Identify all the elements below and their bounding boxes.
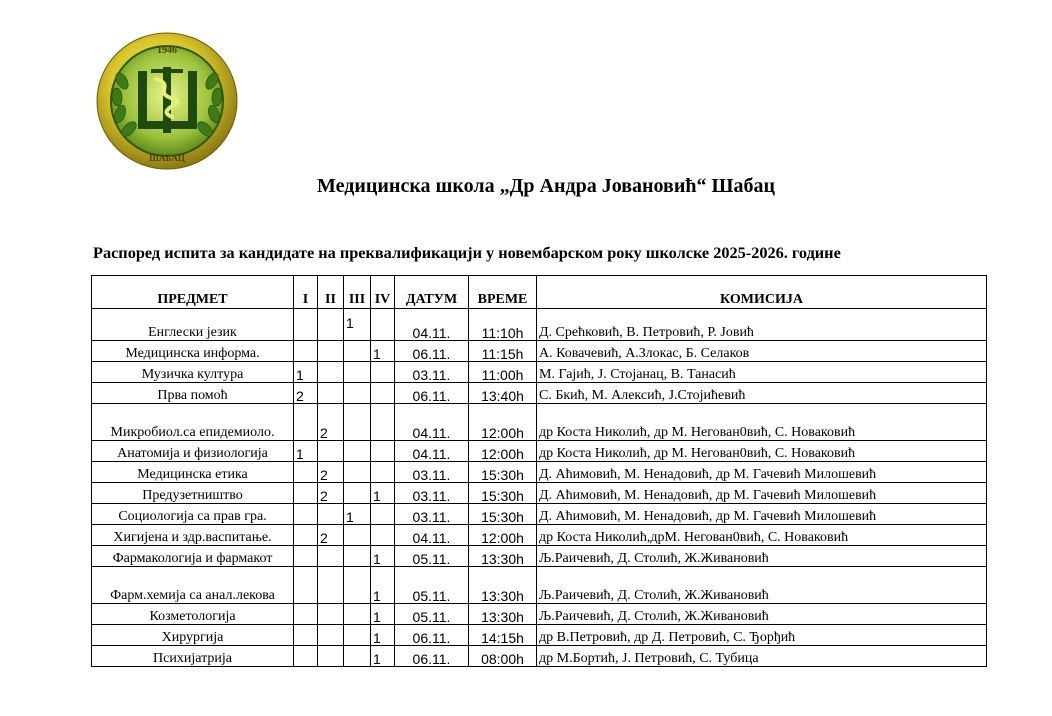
year-4-cell <box>371 362 395 383</box>
year-4-cell <box>371 504 395 525</box>
col-header-subject: ПРЕДМЕТ <box>92 276 294 309</box>
year-4-cell <box>371 525 395 546</box>
year-3-cell <box>344 404 371 441</box>
schedule-subtitle: Распоред испита за кандидате на преквалификацији у новембарском року школске 2025-2026. године <box>93 243 841 262</box>
year-1-cell <box>294 341 318 362</box>
year-4-cell <box>371 462 395 483</box>
year-4-cell <box>371 404 395 441</box>
year-3-cell <box>344 441 371 462</box>
date-cell: 06.11. <box>395 341 469 362</box>
table-header-row <box>92 276 987 309</box>
date-cell: 03.11. <box>395 504 469 525</box>
commission-cell: др Коста Николић, др М. Негован0вић, С. Новаковић <box>537 441 987 462</box>
year-1-cell <box>294 625 318 646</box>
year-1-cell: 1 <box>294 441 318 462</box>
commission-cell: др Коста Николић,дрМ. Негован0вић, С. Новаковић <box>537 525 987 546</box>
time-cell: 11:10h <box>469 309 537 341</box>
year-3-cell: 1 <box>344 504 371 525</box>
subject-cell: Анатомија и физиологија <box>92 441 294 462</box>
year-3-cell <box>344 567 371 604</box>
year-4-cell <box>371 383 395 404</box>
subject-cell: Фарм.хемија са анал.лекова <box>92 567 294 604</box>
exam-schedule-table <box>91 275 987 667</box>
time-cell: 15:30h <box>469 483 537 504</box>
subject-cell: Прва помоћ <box>92 383 294 404</box>
subject-cell: Енглески језик <box>92 309 294 341</box>
time-cell: 12:00h <box>469 441 537 462</box>
year-2-cell <box>318 625 344 646</box>
table-row <box>92 483 987 504</box>
commission-cell: Љ.Раичевић, Д. Столић, Ж.Живановић <box>537 604 987 625</box>
commission-cell: Д. Аћимовић, М. Ненадовић, др М. Гачевић Милошевић <box>537 504 987 525</box>
year-2-cell: 2 <box>318 404 344 441</box>
table-row <box>92 646 987 667</box>
year-1-cell <box>294 404 318 441</box>
year-4-cell: 1 <box>371 625 395 646</box>
year-2-cell <box>318 567 344 604</box>
year-2-cell <box>318 646 344 667</box>
date-cell: 05.11. <box>395 567 469 604</box>
commission-cell: Д. Срећковић, В. Петровић, Р. Јовић <box>537 309 987 341</box>
date-cell: 04.11. <box>395 404 469 441</box>
year-2-cell <box>318 362 344 383</box>
table-row <box>92 525 987 546</box>
time-cell: 12:00h <box>469 525 537 546</box>
subject-cell: Микробиол.са епидемиоло. <box>92 404 294 441</box>
year-1-cell <box>294 309 318 341</box>
table-row <box>92 462 987 483</box>
date-cell: 04.11. <box>395 525 469 546</box>
year-1-cell <box>294 483 318 504</box>
school-logo <box>96 31 239 171</box>
year-4-cell: 1 <box>371 546 395 567</box>
year-3-cell <box>344 341 371 362</box>
date-cell: 03.11. <box>395 462 469 483</box>
year-3-cell: 1 <box>344 309 371 341</box>
commission-cell: А. Ковачевић, А.Злокас, Б. Селаков <box>537 341 987 362</box>
date-cell: 05.11. <box>395 546 469 567</box>
year-4-cell: 1 <box>371 604 395 625</box>
subject-cell: Психијатрија <box>92 646 294 667</box>
year-3-cell <box>344 483 371 504</box>
time-cell: 12:00h <box>469 404 537 441</box>
time-cell: 13:30h <box>469 567 537 604</box>
commission-cell: Д. Аћимовић, М. Ненадовић, др М. Гачевић Милошевић <box>537 462 987 483</box>
commission-cell: М. Гајић, Ј. Стојанац, В. Танасић <box>537 362 987 383</box>
col-header-commission: КОМИСИЈА <box>537 276 987 309</box>
subject-cell: Социологија са прав гра. <box>92 504 294 525</box>
commission-cell: др В.Петровић, др Д. Петровић, С. Ђорђић <box>537 625 987 646</box>
table-row <box>92 604 987 625</box>
table-row <box>92 404 987 441</box>
year-1-cell <box>294 504 318 525</box>
year-1-cell: 1 <box>294 362 318 383</box>
table-row <box>92 383 987 404</box>
time-cell: 11:15h <box>469 341 537 362</box>
year-3-cell <box>344 604 371 625</box>
date-cell: 03.11. <box>395 362 469 383</box>
table-row <box>92 567 987 604</box>
subject-cell: Хигијена и здр.васпитање. <box>92 525 294 546</box>
year-2-cell <box>318 383 344 404</box>
date-cell: 06.11. <box>395 383 469 404</box>
year-2-cell <box>318 441 344 462</box>
subject-cell: Козметологија <box>92 604 294 625</box>
year-2-cell <box>318 309 344 341</box>
table-row <box>92 504 987 525</box>
table-row <box>92 309 987 341</box>
subject-cell: Медицинска етика <box>92 462 294 483</box>
year-2-cell <box>318 604 344 625</box>
year-2-cell <box>318 504 344 525</box>
col-header-year-2: II <box>318 276 344 309</box>
year-1-cell: 2 <box>294 383 318 404</box>
year-1-cell <box>294 462 318 483</box>
subject-cell: Медицинска информа. <box>92 341 294 362</box>
table-row <box>92 625 987 646</box>
year-4-cell: 1 <box>371 567 395 604</box>
year-2-cell: 2 <box>318 525 344 546</box>
year-2-cell <box>318 341 344 362</box>
time-cell: 13:30h <box>469 604 537 625</box>
year-3-cell <box>344 525 371 546</box>
time-cell: 15:30h <box>469 462 537 483</box>
year-3-cell <box>344 646 371 667</box>
date-cell: 06.11. <box>395 646 469 667</box>
table-row <box>92 362 987 383</box>
year-4-cell: 1 <box>371 646 395 667</box>
time-cell: 08:00h <box>469 646 537 667</box>
subject-cell: Предузетништво <box>92 483 294 504</box>
year-4-cell <box>371 309 395 341</box>
year-1-cell <box>294 646 318 667</box>
year-3-cell <box>344 625 371 646</box>
year-4-cell <box>371 441 395 462</box>
year-1-cell <box>294 604 318 625</box>
date-cell: 06.11. <box>395 625 469 646</box>
table-row <box>92 441 987 462</box>
commission-cell: С. Бкић, М. Алексић, Ј.Стојићевић <box>537 383 987 404</box>
time-cell: 15:30h <box>469 504 537 525</box>
time-cell: 13:40h <box>469 383 537 404</box>
col-header-year-1: I <box>294 276 318 309</box>
year-2-cell: 2 <box>318 483 344 504</box>
year-1-cell <box>294 546 318 567</box>
logo-year: 1946 <box>157 45 177 56</box>
year-1-cell <box>294 525 318 546</box>
date-cell: 05.11. <box>395 604 469 625</box>
table-row <box>92 341 987 362</box>
commission-cell: Д. Аћимовић, М. Ненадовић, др М. Гачевић Милошевић <box>537 483 987 504</box>
date-cell: 04.11. <box>395 309 469 341</box>
commission-cell: Љ.Раичевић, Д. Столић, Ж.Живановић <box>537 546 987 567</box>
subject-cell: Хирургија <box>92 625 294 646</box>
commission-cell: др Коста Николић, др М. Негован0вић, С. Новаковић <box>537 404 987 441</box>
subject-cell: Музичка култура <box>92 362 294 383</box>
year-3-cell <box>344 462 371 483</box>
year-4-cell: 1 <box>371 341 395 362</box>
col-header-time: ВРЕМЕ <box>469 276 537 309</box>
year-1-cell <box>294 567 318 604</box>
year-2-cell <box>318 546 344 567</box>
year-3-cell <box>344 546 371 567</box>
year-4-cell: 1 <box>371 483 395 504</box>
time-cell: 13:30h <box>469 546 537 567</box>
year-2-cell: 2 <box>318 462 344 483</box>
date-cell: 04.11. <box>395 441 469 462</box>
school-title: Медицинска школа „Др Андра Јовановић“ Шабац <box>317 175 775 197</box>
col-header-year-4: IV <box>371 276 395 309</box>
commission-cell: др М.Бортић, Ј. Петровић, С. Тубица <box>537 646 987 667</box>
table-row <box>92 546 987 567</box>
logo-city: ШАБАЦ <box>149 153 185 163</box>
time-cell: 14:15h <box>469 625 537 646</box>
subject-cell: Фармакологија и фармакот <box>92 546 294 567</box>
year-3-cell <box>344 383 371 404</box>
commission-cell: Љ.Раичевић, Д. Столић, Ж.Живановић <box>537 567 987 604</box>
year-3-cell <box>344 362 371 383</box>
time-cell: 11:00h <box>469 362 537 383</box>
date-cell: 03.11. <box>395 483 469 504</box>
col-header-date: ДАТУМ <box>395 276 469 309</box>
col-header-year-3: III <box>344 276 371 309</box>
